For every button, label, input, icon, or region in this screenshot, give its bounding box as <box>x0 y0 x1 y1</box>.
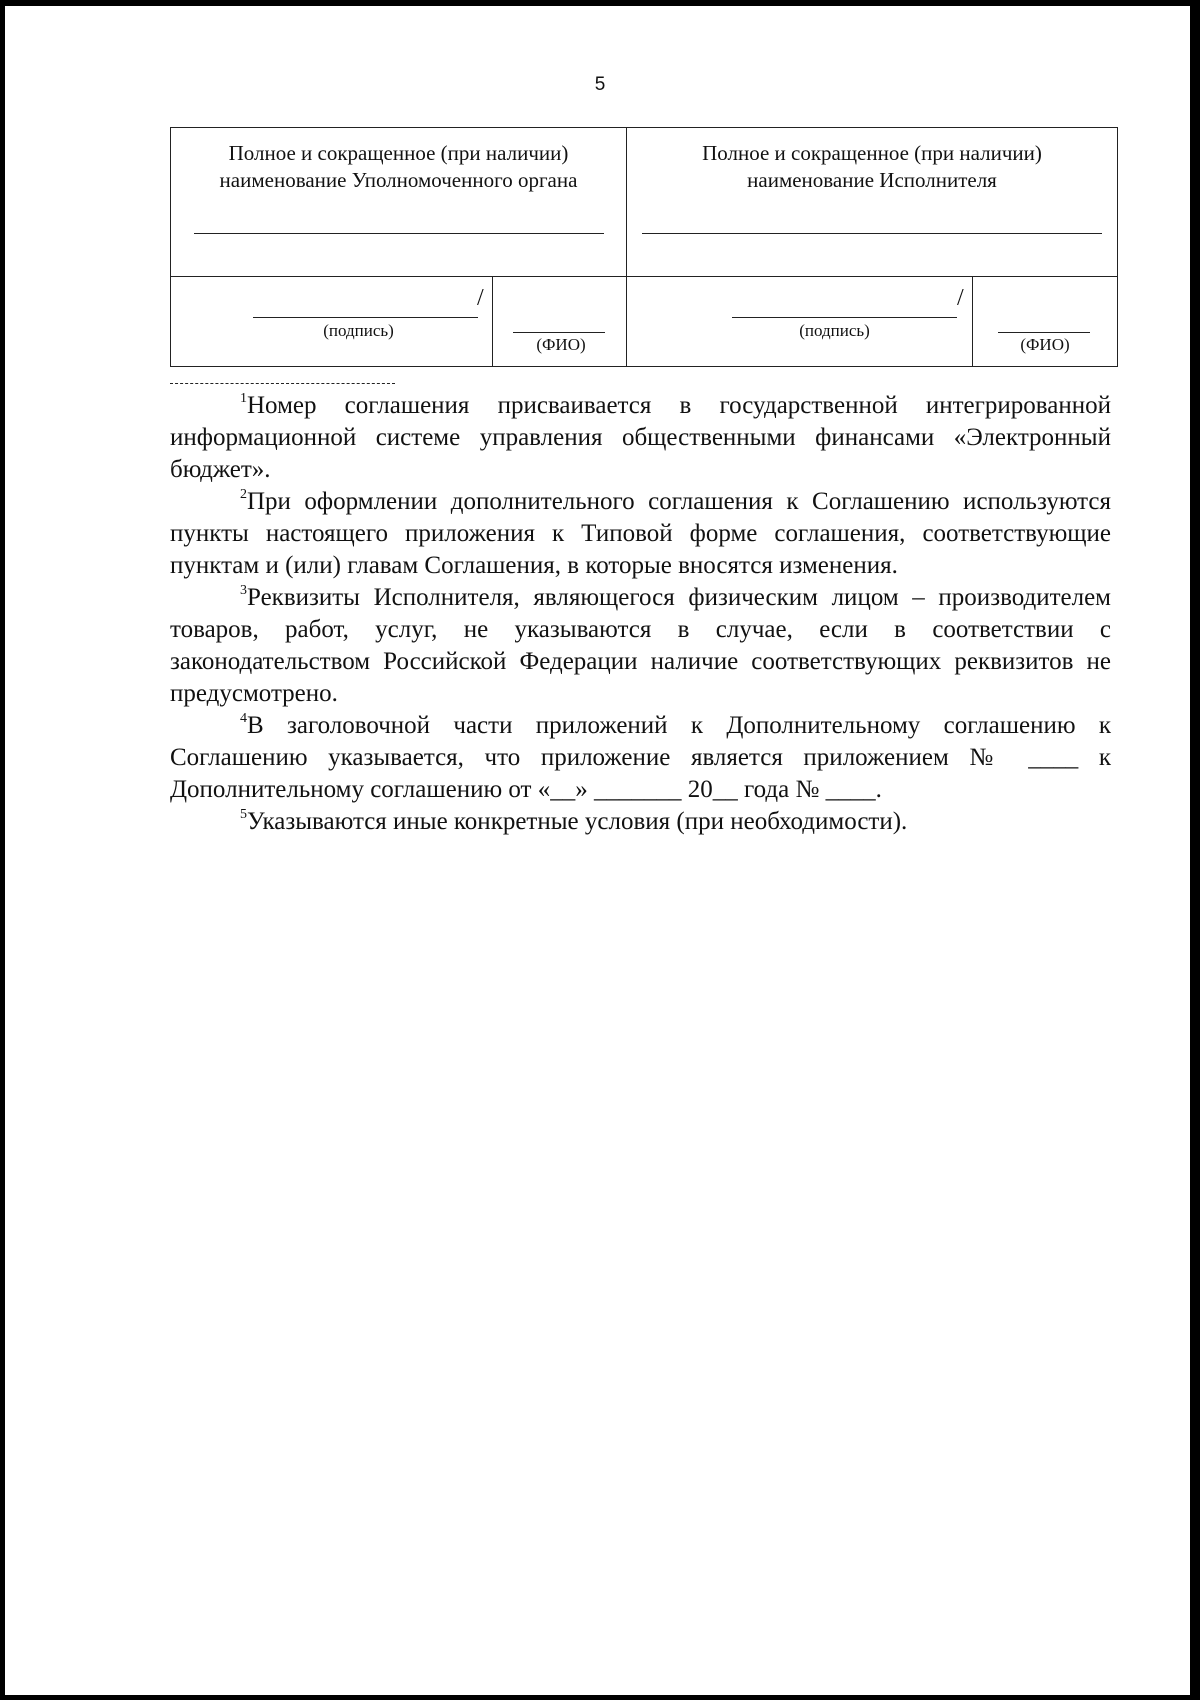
signature-table <box>170 127 1118 367</box>
executor-header-line1: Полное и сокращенное (при наличии) <box>702 141 1042 165</box>
authority-name-fill-line <box>194 233 604 234</box>
executor-signature-slash: / <box>957 285 964 311</box>
footnote-1 <box>170 390 1111 486</box>
footnote-mark-4: 4 <box>240 711 247 726</box>
executor-fio-caption: (ФИО) <box>1020 335 1070 354</box>
authority-fio-caption: (ФИО) <box>536 335 586 354</box>
authority-signature-caption: (подпись) <box>323 321 394 340</box>
executor-signature-line <box>732 317 957 318</box>
executor-signature-caption: (подпись) <box>799 321 870 340</box>
authority-fio-line <box>513 332 605 333</box>
authority-fio-cell <box>493 277 627 367</box>
executor-fio-line <box>998 332 1090 333</box>
executor-name-fill-line <box>642 233 1102 234</box>
footnote-mark-5: 5 <box>240 807 247 822</box>
footnotes <box>170 390 1111 838</box>
footnote-text-2: При оформлении дополнительного соглашения к Соглашению используются пункты настоящего приложения к Типовой форме соглашения, соответствующие пунктам и (или) главам Соглашения, в которые вносятся изменения. <box>170 488 1111 579</box>
footnote-text-1: Номер соглашения присваивается в государственной интегрированной информационной системе управления общественными финансами «Электронный бюджет». <box>170 392 1111 483</box>
footnote-separator <box>170 383 395 384</box>
footnote-mark-2: 2 <box>240 487 247 502</box>
executor-header-line2: наименование Исполнителя <box>747 168 997 192</box>
authority-name-cell <box>171 128 627 277</box>
authority-header-line1: Полное и сокращенное (при наличии) <box>228 141 569 165</box>
footnote-5 <box>170 806 1111 838</box>
authority-header-line2: наименование Уполномоченного органа <box>219 168 578 192</box>
authority-signature-line <box>253 317 478 318</box>
footnote-2 <box>170 486 1111 582</box>
executor-fio-cell <box>973 277 1118 367</box>
footnote-mark-1: 1 <box>240 391 247 406</box>
footnote-text-4: В заголовочной части приложений к Дополнительному соглашению к Соглашению указывается, что приложение является приложением № ____ к Дополнительному соглашению от «__» _______ 20__ года № ____. <box>170 712 1111 803</box>
footnote-text-3: Реквизиты Исполнителя, являющегося физическим лицом – производителем товаров, работ, услуг, не указываются в случае, если в соответствии с законодательством Российской Федерации наличие соответствующих реквизитов не предусмотрено. <box>170 584 1111 707</box>
footnote-mark-3: 3 <box>240 583 247 598</box>
authority-signature-cell <box>171 277 493 367</box>
footnote-4 <box>170 710 1111 806</box>
executor-signature-cell <box>627 277 973 367</box>
authority-signature-slash: / <box>477 285 484 311</box>
footnote-text-5: Указываются иные конкретные условия (при необходимости). <box>247 808 908 835</box>
page-number: 5 <box>594 74 606 95</box>
footnote-3 <box>170 582 1111 710</box>
executor-name-cell <box>627 128 1118 277</box>
